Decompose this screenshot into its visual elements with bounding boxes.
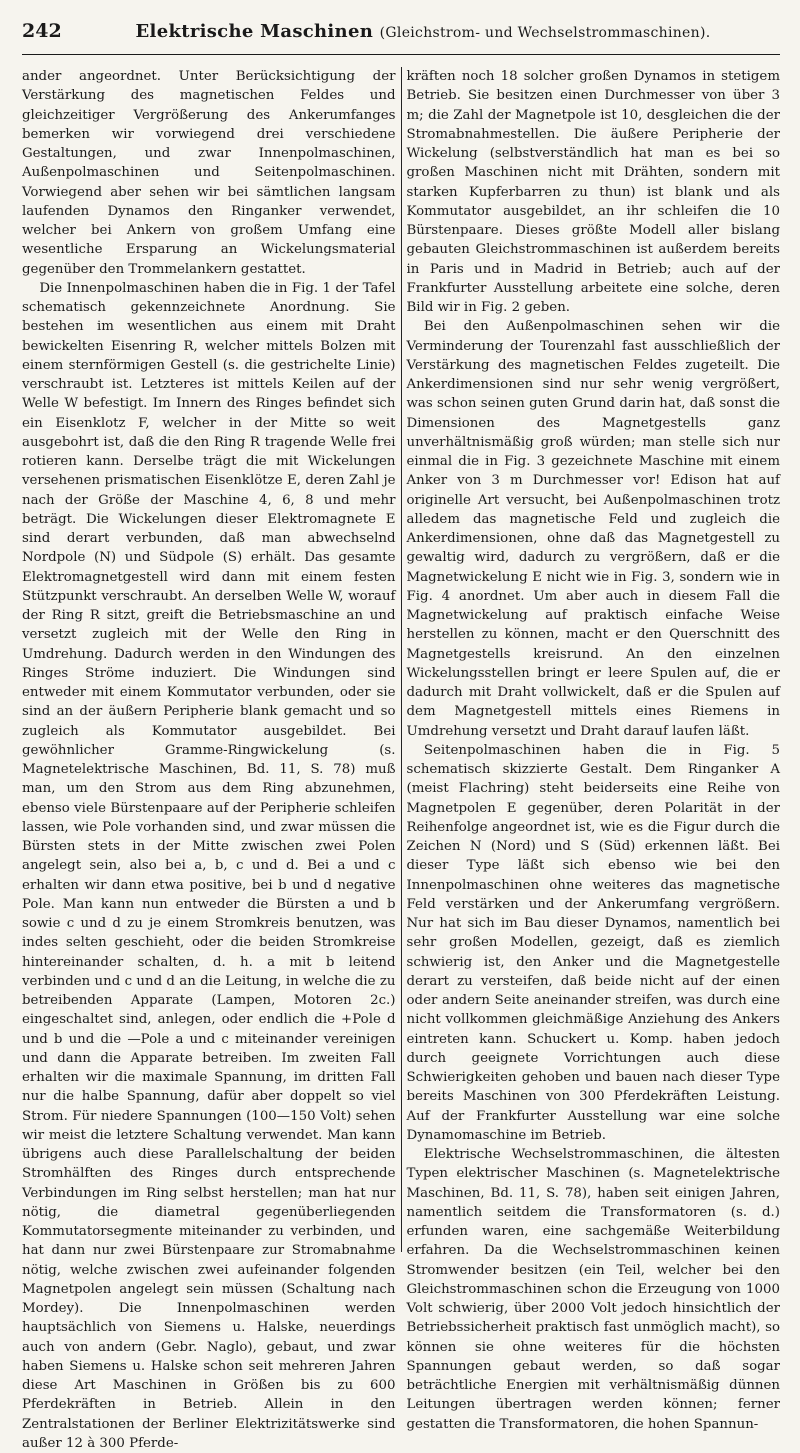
left-column — [22, 67, 396, 1451]
paragraph: Bei den Außenpolmaschinen sehen wir die Verminderung der Tourenzahl fast ausschließlich der Verstärkung des magnetischen Feldes zugeteilt. Die Ankerdimensionen sind nur sehr wenig vergrößert, was schon seinen guten Grund darin hat, daß sonst die Dimensionen des Magnetgestells ganz unverhältnismäßig groß würden; man stelle sich nur einmal die in Fig. 3 gezeichnete Maschine mit einem Anker von 3 m Durchmesser vor! Edison hat auf originelle Art versucht, bei Außenpolmaschinen trotz alledem das magnetische Feld und zugleich die Ankerdimensionen, ohne daß das Magnetgestell zu gewaltig wird, dadurch zu vergrößern, daß er die Magnetwickelung E nicht wie in Fig. 3, sondern wie in Fig. 4 anordnet. Um aber auch in diesem Fall die Magnetwickelung auf praktisch einfache Weise herstellen zu können, macht er den Querschnitt des Magnetgestells kreisrund. An den einzelnen Wickelungsstellen bringt er leere Spulen auf, die er dadurch mit Draht vollwickelt, daß er die Spulen auf dem Magnetgestell mittels eines Riemens in Umdrehung versetzt und Draht darauf laufen läßt. — [406, 319, 780, 739]
subtitle: (Gleichstrom- und Wechselstrommaschinen). — [379, 25, 711, 41]
right-column — [406, 67, 781, 1432]
paragraph: Seitenpolmaschinen haben die in Fig. 5 schematisch skizzierte Gestalt. Dem Ringanker A (meist Flachring) steht beiderseits eine Reihe von Magnetpolen E gegenüber, deren Polarität in der Reihenfolge angeordnet ist, wie es die Figur durch die Zeichen N (Nord) und S (Süd) erkennen läßt. Bei dieser Type läßt sich ebenso wie bei den Innenpolmaschinen ohne weiteres das magnetische Feld verstärken und der Ankerumfang vergrößern. Nur hat sich im Bau dieser Dynamos, namentlich bei sehr großen Modellen, gezeigt, daß es ziemlich schwierig ist, den Anker und die Magnetgestelle derart zu versteifen, daß beide nicht auf der einen oder andern Seite aneinander streifen, was durch eine nicht vollkommen gleichmäßige Anziehung des Ankers eintreten kann. Schuckert u. Komp. haben jedoch durch geeignete Vorrichtungen auch diese Schwierigkeiten gehoben und bauen nach dieser Type bereits Maschinen von 300 Pferdekräften Leistung. Auf der Frankfurter Ausstellung war eine solche Dynamomaschine im Betrieb. — [406, 742, 780, 1143]
column-divider — [401, 67, 402, 1252]
paragraph: Die Innenpolmaschinen haben die in Fig. 1 der Tafel schematisch gekennzeichnete Anordnung. Sie bestehen im wesentlichen aus einem mit Draht bewickelten Eisenring R, welcher mittels Bolzen mit einem sternförmigen Gestell (s. die gestrichelte Linie) verschraubt ist. Letzteres ist mittels Keilen auf der Welle W befestigt. Im Innern des Ringes befindet sich ein Eisenklotz F, welcher in der Mitte so weit ausgebohrt ist, daß die den Ring R tragende Welle frei rotieren kann. Derselbe trägt die mit Wickelungen versehenen prismatischen Eisenklötze E, deren Zahl je nach der Größe der Maschine 4, 6, 8 und mehr beträgt. Die Wickelungen dieser Elektromagnete E sind derart verbunden, daß man abwechselnd Nordpole (N) und Südpole (S) erhält. Das gesamte Elektromagnetgestell wird dann mit einem festen Stützpunkt verschraubt. An derselben Welle W, worauf der Ring R sitzt, greift die Betriebsmaschine an und versetzt zugleich mit der Welle den Ring in Umdrehung. Dadurch werden in den Windungen des Ringes Ströme induziert. Die Windungen sind entweder mit einem Kommutator verbunden, oder sie sind an der äußern Peripherie blank gemacht und so zugleich als Kommutator ausgebildet. Bei gewöhnlicher Gramme-Ringwickelung (s. Magnetelektrische Maschinen, Bd. 11, S. 78) muß man, um den Strom aus dem Ring abzunehmen, ebenso viele Bürstenpaare auf der Peripherie schleifen lassen, wie Pole vorhanden sind, und zwar müssen die Bürsten stets in der Mitte zwischen zwei Polen angelegt sein, also bei a, b, c und d. Bei a und c erhalten wir dann etwa positive, bei b und d negative Pole. Man kann nun entweder die Bürsten a und b sowie c und d zu je einem Stromkreis benutzen, was indes selten geschieht, oder die beiden Stromkreise hintereinander schalten, d. h. a mit b leitend verbinden und c und d an die Leitung, in welche die zu betreibenden Apparate (Lampen, Motoren 2c.) eingeschaltet sind, anlegen, oder endlich die +Pole d und b und die —Pole a und c miteinander vereinigen und dann die Apparate betreiben. Im zweiten Fall erhalten wir die maximale Spannung, im dritten Fall nur die halbe Spannung, dafür aber doppelt so viel Strom. Für niedere Spannungen (100—150 Volt) sehen wir meist die letztere Schaltung verwendet. Man kann übrigens auch diese Parallelschaltung der beiden Stromhälften des Ringes durch entsprechende Verbindungen im Ring selbst herstellen; man hat nur nötig, die diametral gegenüberliegenden Kommutatorsegmente miteinander zu verbinden, und hat dann nur zwei Bürstenpaare zur Stromabnahme nötig, welche zwischen zwei aufeinander folgenden Magnetpolen angelegt sein müssen (Schaltung nach Mordey). Die Innenpolmaschinen werden hauptsächlich von Siemens u. Halske, neuerdings auch von andern (Gebr. Naglo), gebaut, und zwar haben Siemens u. Halske schon seit mehreren Jahren diese Art Maschinen in Größen bis zu 600 Pferdekräften in Betrieb. Allein in den Zentralstationen der Berliner Elektrizitätswerke sind außer 12 à 300 Pferde- — [22, 280, 396, 1451]
page-number: 242 — [22, 20, 62, 42]
text-columns — [22, 67, 780, 1451]
page — [22, 20, 780, 1451]
title: Elektrische Maschinen — [135, 21, 374, 42]
paragraph: ander angeordnet. Unter Berücksichtigung der Verstärkung des magnetischen Feldes und gleichzeitiger Vergrößerung des Ankerumfanges bemerken wir vorwiegend drei verschiedene Gestaltungen, und zwar Innenpolmaschinen, Außenpolmaschinen und Seitenpolmaschinen. Vorwiegend aber sehen wir bei sämtlichen langsam laufenden Dynamos den Ringanker verwendet, welcher bei Ankern von großem Umfang eine wesentliche Ersparung an Wickelungsmaterial gegenüber den Trommelankern gestattet. — [22, 69, 396, 277]
paragraph: kräften noch 18 solcher großen Dynamos in stetigem Betrieb. Sie besitzen einen Durchmesser von über 3 m; die Zahl der Magnetpole ist 10, desgleichen die der Stromabnahmestellen. Die äußere Peripherie der Wickelung (selbstverständlich hat man es bei so großen Maschinen nicht mit Drähten, sondern mit starken Kupferbarren zu thun) ist blank und als Kommutator ausgebildet, an ihr schleifen die 10 Bürstenpaare. Dieses größte Modell aller bislang gebauten Gleichstrommaschinen ist außerdem bereits in Paris und in Madrid in Betrieb; auch auf der Frankfurter Ausstellung arbeitete eine solche, deren Bild wir in Fig. 2 geben. — [406, 69, 780, 315]
running-header — [22, 20, 780, 55]
running-title — [66, 21, 780, 42]
paragraph: Elektrische Wechselstrommaschinen, die ältesten Typen elektrischer Maschinen (s. Magnetelektrische Maschinen, Bd. 11, S. 78), haben seit einigen Jahren, namentlich seitdem die Transformatoren (s. d.) erfunden waren, eine sachgemäße Weiterbildung erfahren. Da die Wechselstrommaschinen keinen Stromwender besitzen (ein Teil, welcher bei den Gleichstrommaschinen schon die Erzeugung von 1000 Volt schwierig, über 2000 Volt jedoch hinsichtlich der Betriebssicherheit praktisch fast unmöglich macht), so können sie ohne weiteres für die höchsten Spannungen gebaut werden, so daß sogar beträchtliche Energien mit verhältnismäßig dünnen Leitungen übertragen werden können; ferner gestatten die Transformatoren, die hohen Spannun- — [406, 1147, 780, 1432]
